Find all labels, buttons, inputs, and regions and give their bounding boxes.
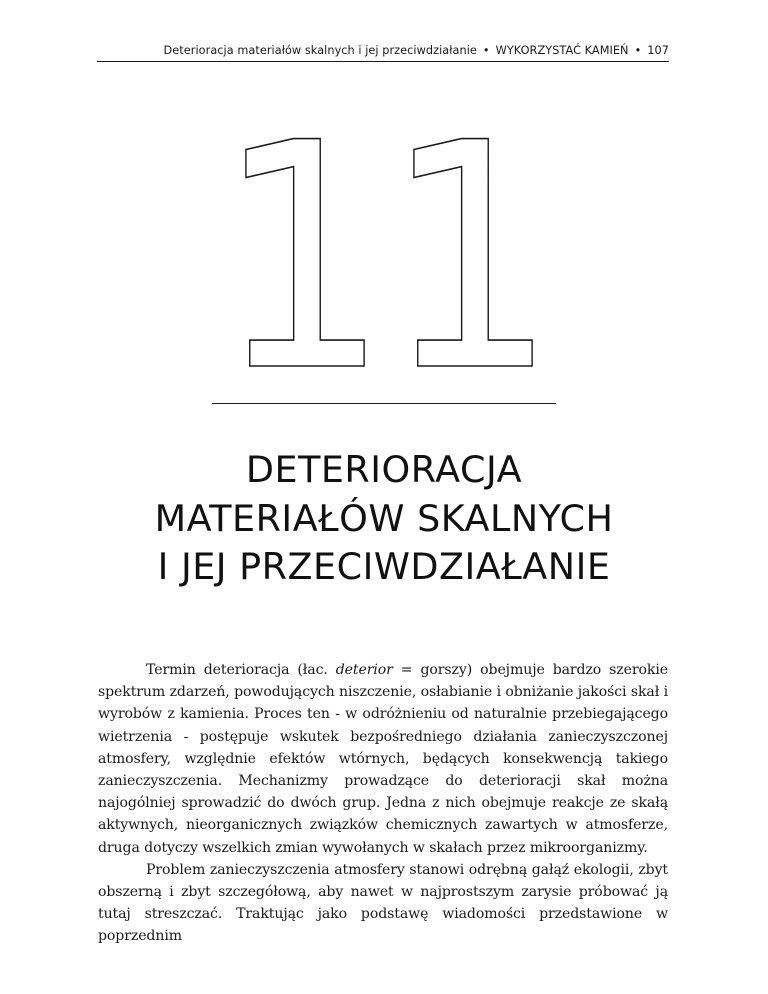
paragraph: Problem zanieczyszczenia atmosfery stanowi odrębną gałąź ekologii, zbyt obszerną i zbyt szczegółową, aby nawet w najprostszym zarysie próbować ją tutaj streszczać. Traktując jako podstawę wiadomości przedstawione w poprzednim (98, 861, 668, 945)
chapter-number (212, 76, 556, 440)
paragraph-text: Termin deterioracja (łac. (146, 662, 336, 678)
chapter-title-line: MATERIAŁÓW SKALNYCH (154, 496, 614, 540)
chapter-divider (212, 403, 556, 404)
header-separator: • (482, 44, 490, 57)
paragraph (98, 659, 668, 859)
body-text (98, 659, 668, 948)
header-separator: • (634, 44, 642, 57)
page-number: 107 (647, 44, 669, 57)
chapter-title-line: I JEJ PRZECIWDZIAŁANIE (157, 545, 611, 588)
paragraph-text: = gorszy) obejmuje bardzo szerokie spektrum zdarzeń, powodujących niszczenie, osłabianie i obniżanie jakości skał i wyrobów z kamienia. Proces ten - w odróżnieniu od naturalnie przebiegającego wietrzenia - postępuje wskutek bezpośredniego działania zanieczyszczonej atmosfery, względnie efektów wtórnych, będących konsekwencją takiego zanieczyszczenia. Mechanizmy prowadzące do deterioracji skał można najogólniej sprowadzić do dwóch grup. Jedna z nich obejmuje reakcje ze skałą aktywnych, nieorganicznych związków chemicznych zawartych w atmosferze, druga dotyczy wszelkich zmian wywołanych w skałach przez mikroorganizmy. (98, 662, 668, 856)
book-title: WYKORZYSTAĆ KAMIEŃ (495, 44, 629, 57)
latin-term: deterior (335, 662, 393, 678)
chapter-title-line: DETERIORACJA (245, 448, 523, 491)
chapter-title (60, 446, 708, 592)
running-header (97, 44, 669, 62)
chapter-number-text: 11 (216, 76, 552, 440)
running-title: Deterioracja materiałów skalnych i jej przeciwdziałanie (163, 44, 477, 57)
